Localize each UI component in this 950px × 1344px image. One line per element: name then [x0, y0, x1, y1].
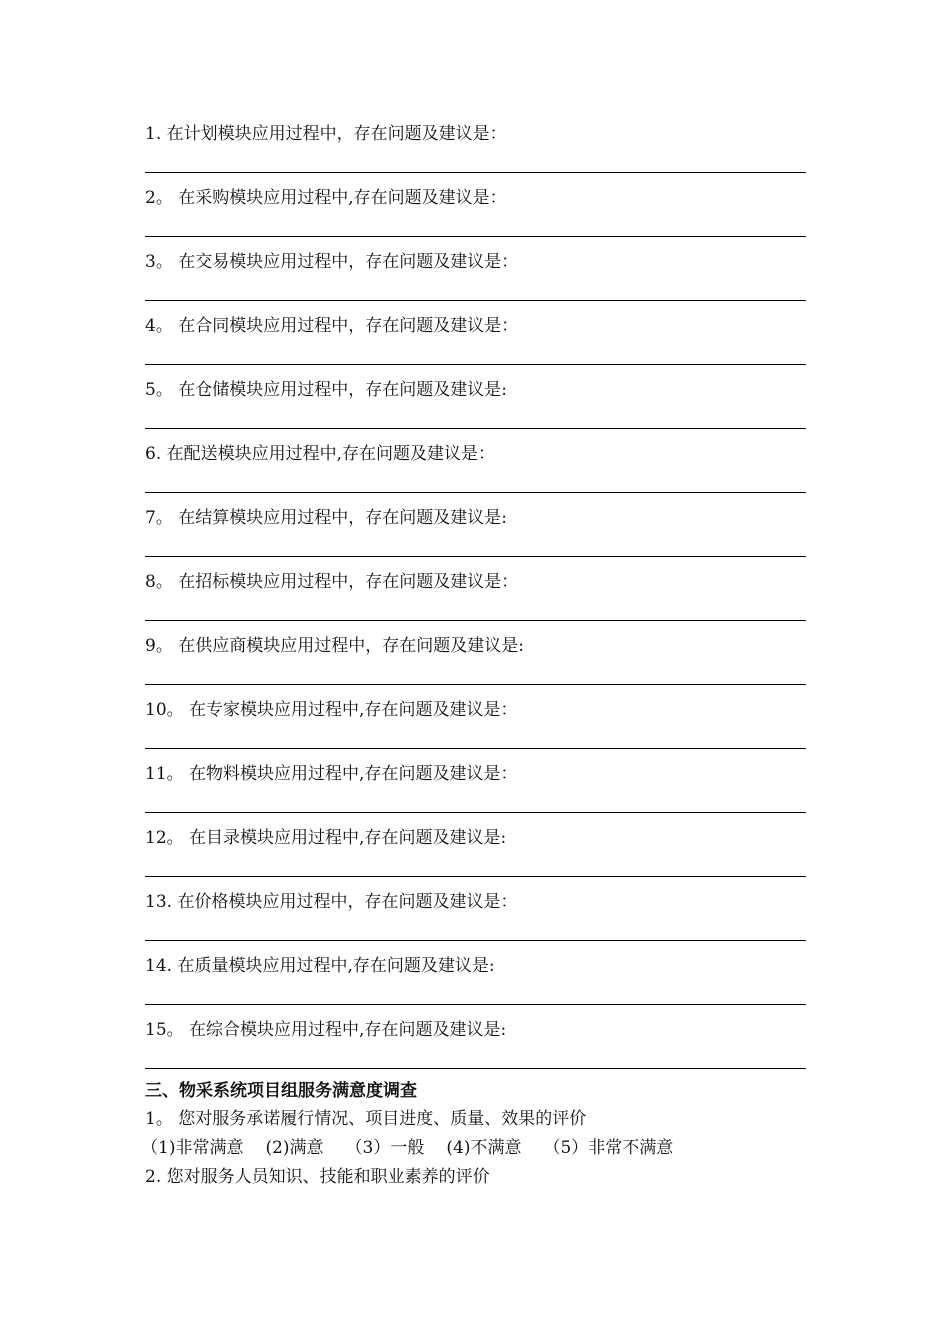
question-item [145, 309, 806, 373]
answer-line[interactable] [145, 172, 806, 173]
question-item [145, 245, 806, 309]
survey-question-2: 2. 您对服务人员知识、技能和职业素养的评价 [145, 1167, 490, 1187]
question-prompt: 4。 在合同模块应用过程中，存在问题及建议是： [145, 316, 519, 336]
question-item [145, 949, 806, 1013]
survey-question-1: 1。 您对服务承诺履行情况、项目进度、质量、效果的评价 [145, 1109, 587, 1129]
question-item [145, 437, 806, 501]
answer-line[interactable] [145, 748, 806, 749]
question-prompt: 8。 在招标模块应用过程中，存在问题及建议是： [145, 572, 519, 592]
question-item [145, 757, 806, 821]
question-prompt: 9。 在供应商模块应用过程中，存在问题及建议是: [145, 636, 524, 656]
question-prompt: 3。 在交易模块应用过程中，存在问题及建议是： [145, 252, 519, 272]
question-item [145, 117, 806, 181]
rating-option-1[interactable]: （1)非常满意 [141, 1138, 244, 1158]
question-item [145, 629, 806, 693]
question-prompt: 10。 在专家模块应用过程中,存在问题及建议是： [145, 700, 518, 720]
rating-option-3[interactable]: （3）一般 [345, 1138, 425, 1158]
question-prompt: 15。 在综合模块应用过程中,存在问题及建议是: [145, 1020, 507, 1040]
question-item [145, 501, 806, 565]
question-prompt: 5。 在仓储模块应用过程中，存在问题及建议是: [145, 380, 507, 400]
answer-line[interactable] [145, 300, 806, 301]
answer-line[interactable] [145, 684, 806, 685]
question-prompt: 1. 在计划模块应用过程中，存在问题及建议是： [145, 124, 507, 144]
rating-options [141, 1134, 806, 1163]
rating-option-2[interactable]: (2)满意 [265, 1138, 324, 1158]
answer-line[interactable] [145, 1004, 806, 1005]
question-item [145, 181, 806, 245]
answer-line[interactable] [145, 556, 806, 557]
question-prompt: 6. 在配送模块应用过程中,存在问题及建议是： [145, 444, 496, 464]
answer-line[interactable] [145, 428, 806, 429]
answer-line[interactable] [145, 620, 806, 621]
answer-line[interactable] [145, 876, 806, 877]
question-prompt: 2。 在采购模块应用过程中,存在问题及建议是： [145, 188, 507, 208]
answer-line[interactable] [145, 812, 806, 813]
question-prompt: 14. 在质量模块应用过程中,存在问题及建议是: [145, 956, 495, 976]
question-item [145, 693, 806, 757]
answer-line[interactable] [145, 1068, 806, 1069]
question-prompt: 12。 在目录模块应用过程中,存在问题及建议是: [145, 828, 507, 848]
question-item [145, 821, 806, 885]
answer-line[interactable] [145, 364, 806, 365]
answer-line[interactable] [145, 940, 806, 941]
question-item [145, 1013, 806, 1077]
satisfaction-survey-section [141, 1077, 806, 1192]
rating-option-5[interactable]: （5）非常不满意 [543, 1138, 674, 1158]
answer-line[interactable] [145, 236, 806, 237]
module-questions [145, 117, 806, 1077]
question-prompt: 11。 在物料模块应用过程中,存在问题及建议是： [145, 764, 518, 784]
question-item [145, 373, 806, 437]
question-item [145, 565, 806, 629]
question-prompt: 13. 在价格模块应用过程中，存在问题及建议是： [145, 892, 518, 912]
question-prompt: 7。 在结算模块应用过程中，存在问题及建议是: [145, 508, 507, 528]
rating-option-4[interactable]: (4)不满意 [446, 1138, 522, 1158]
answer-line[interactable] [145, 492, 806, 493]
section-title: 三、物采系统项目组服务满意度调查 [145, 1081, 417, 1101]
question-item [145, 885, 806, 949]
